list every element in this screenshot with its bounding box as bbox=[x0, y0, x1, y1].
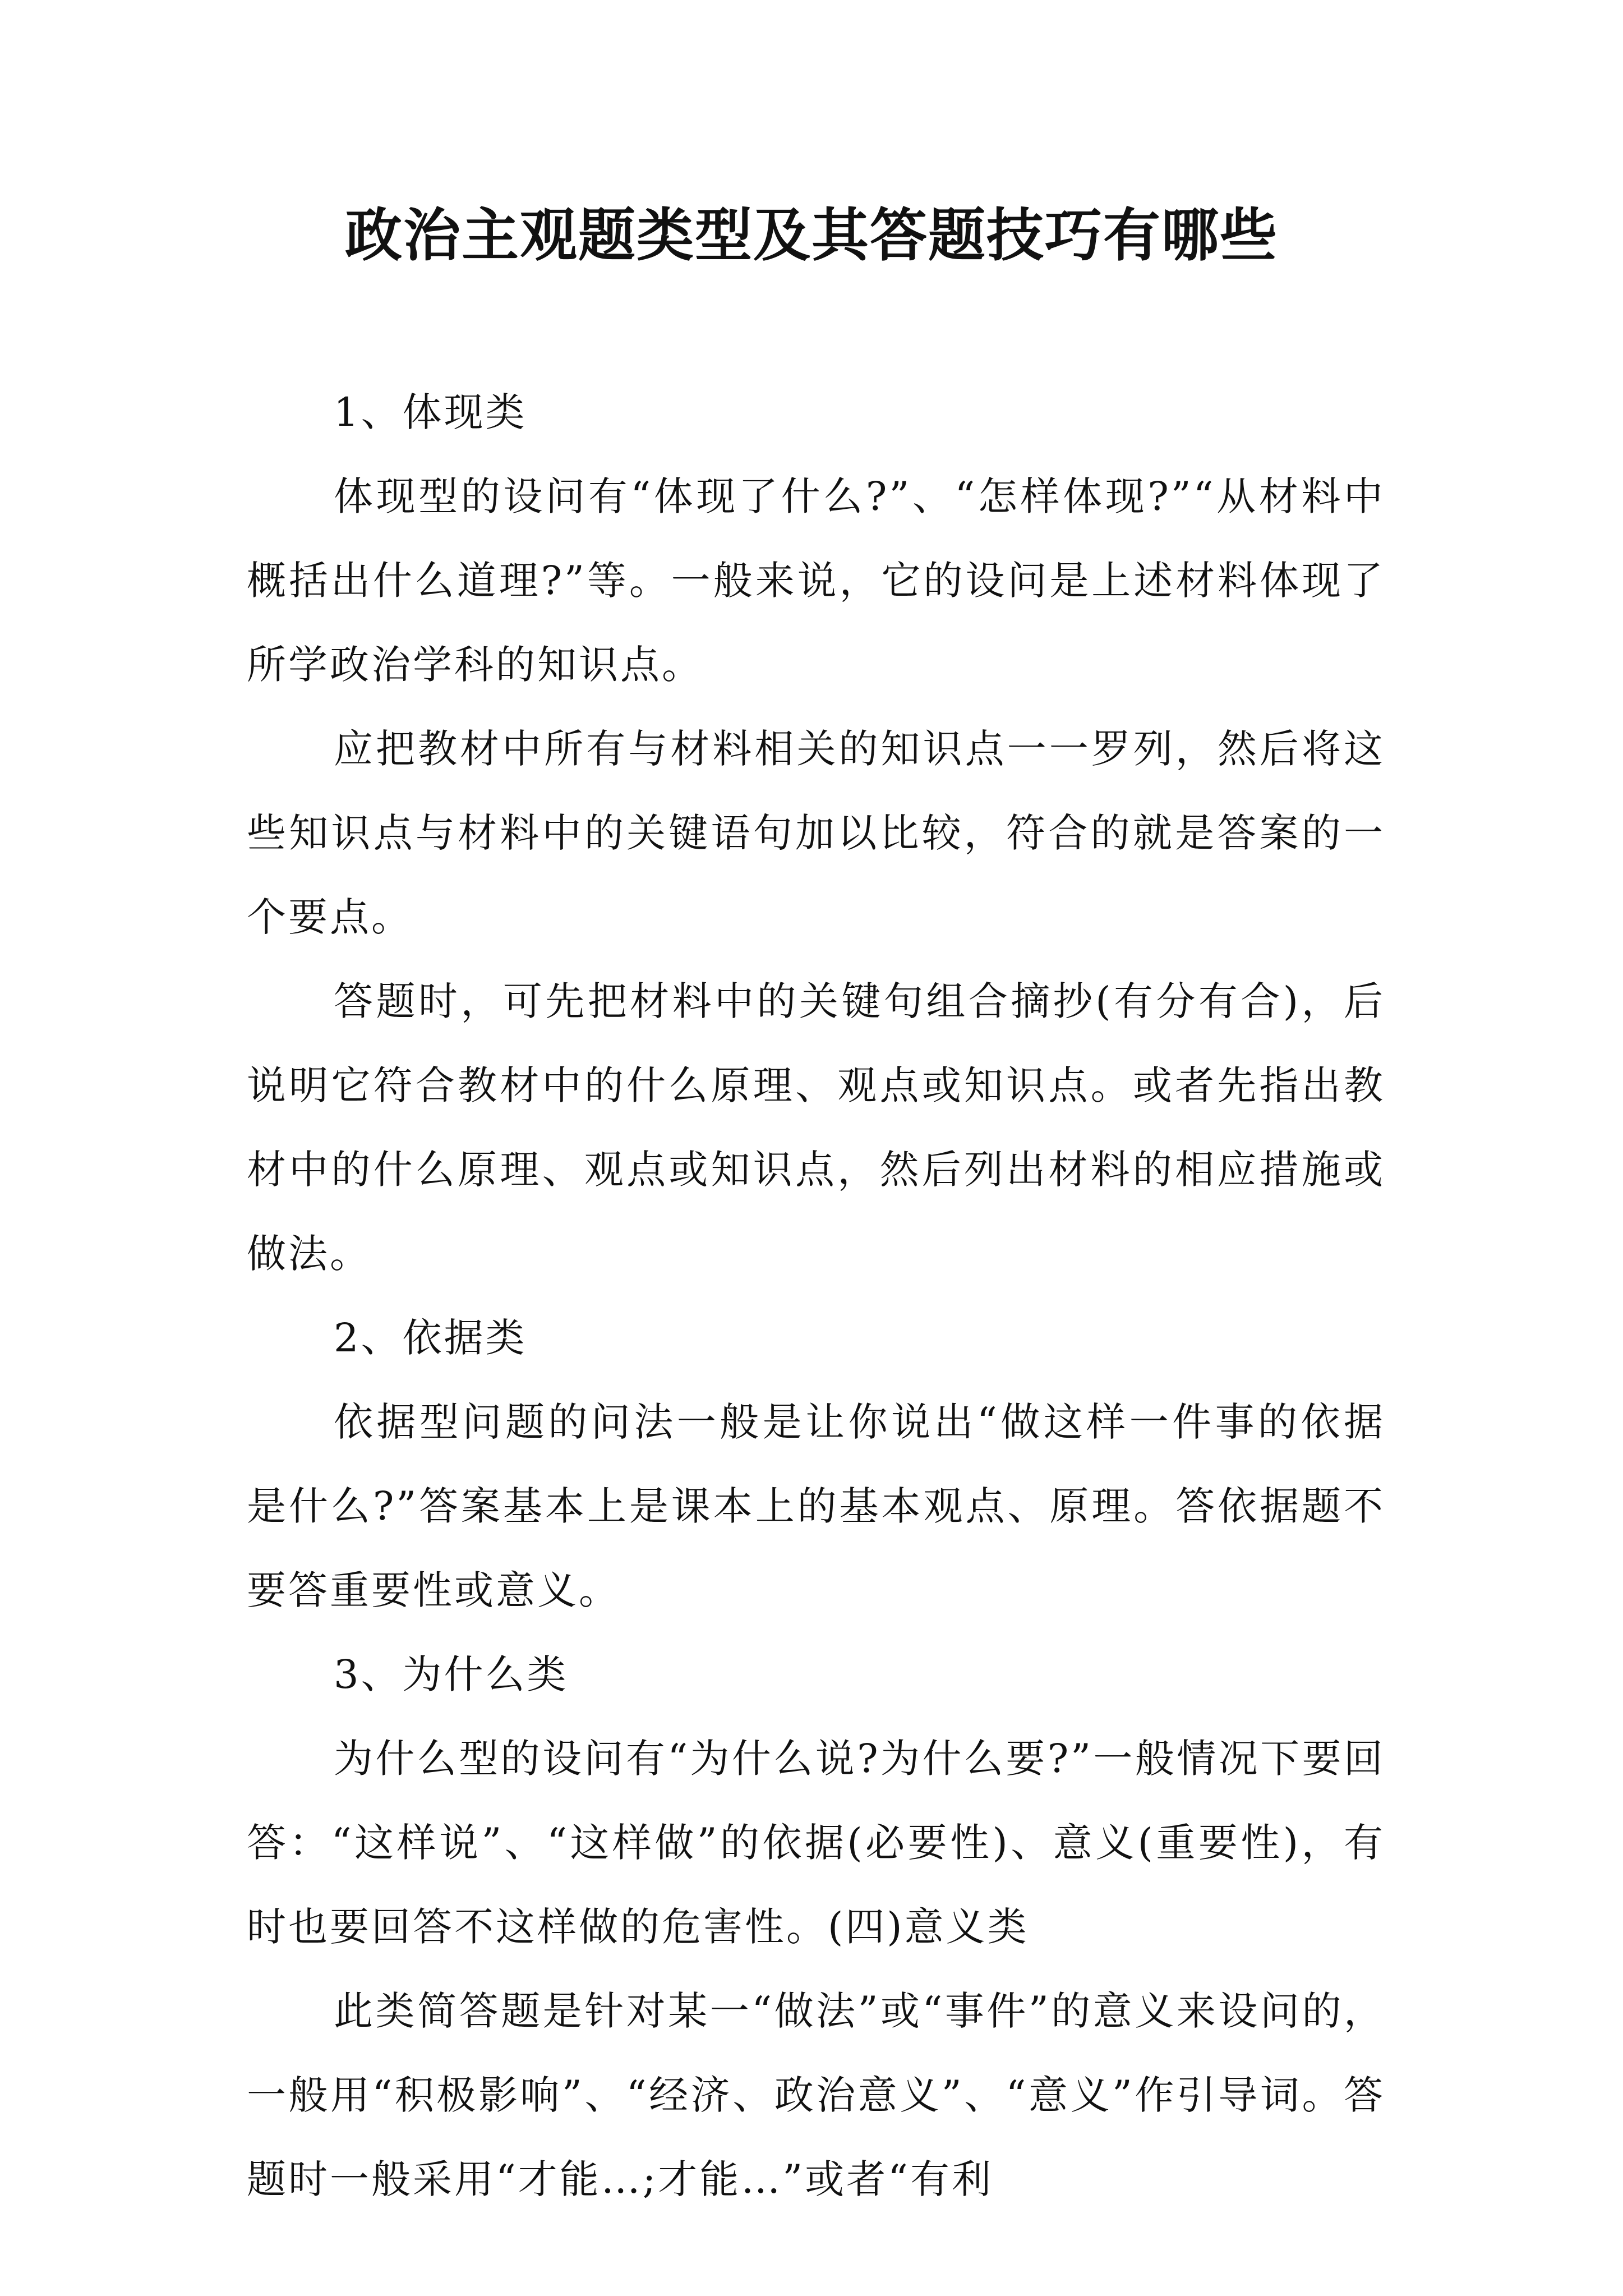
paragraph: 此类简答题是针对某一“做法”或“事件”的意义来设问的，一般用“积极影响”、“经济、政治意义”、“意义”作引导词。答题时一般采用“才能…;才能…”或者“有利 bbox=[247, 1988, 1385, 2202]
paragraph: 依据型问题的问法一般是让你说出“做这样一件事的依据是什么?”答案基本上是课本上的基本观点、原理。答依据题不要答重要性或意义。 bbox=[247, 1399, 1385, 1613]
document-body bbox=[247, 370, 1385, 2221]
section-heading-3: 3、为什么类 bbox=[334, 1651, 569, 1697]
paragraph: 答题时，可先把材料中的关键句组合摘抄(有分有合)，后说明它符合教材中的什么原理、观点或知识点。或者先指出教材中的什么原理、观点或知识点，然后列出材料的相应措施或做法。 bbox=[247, 978, 1385, 1277]
section-heading-2: 2、依据类 bbox=[334, 1315, 527, 1361]
section-heading-1: 1、体现类 bbox=[334, 389, 527, 435]
document-title: 政治主观题类型及其答题技巧有哪些 bbox=[345, 202, 1278, 269]
paragraph: 为什么型的设问有“为什么说?为什么要?”一般情况下要回答：“这样说”、“这样做”的依据(必要性)、意义(重要性)，有时也要回答不这样做的危害性。(四)意义类 bbox=[247, 1736, 1385, 1950]
paragraph: 应把教材中所有与材料相关的知识点一一罗列，然后将这些知识点与材料中的关键语句加以比较，符合的就是答案的一个要点。 bbox=[247, 726, 1385, 940]
paragraph: 体现型的设问有“体现了什么?”、“怎样体现?”“从材料中概括出什么道理?”等。一般来说，它的设问是上述材料体现了所学政治学科的知识点。 bbox=[247, 473, 1385, 688]
